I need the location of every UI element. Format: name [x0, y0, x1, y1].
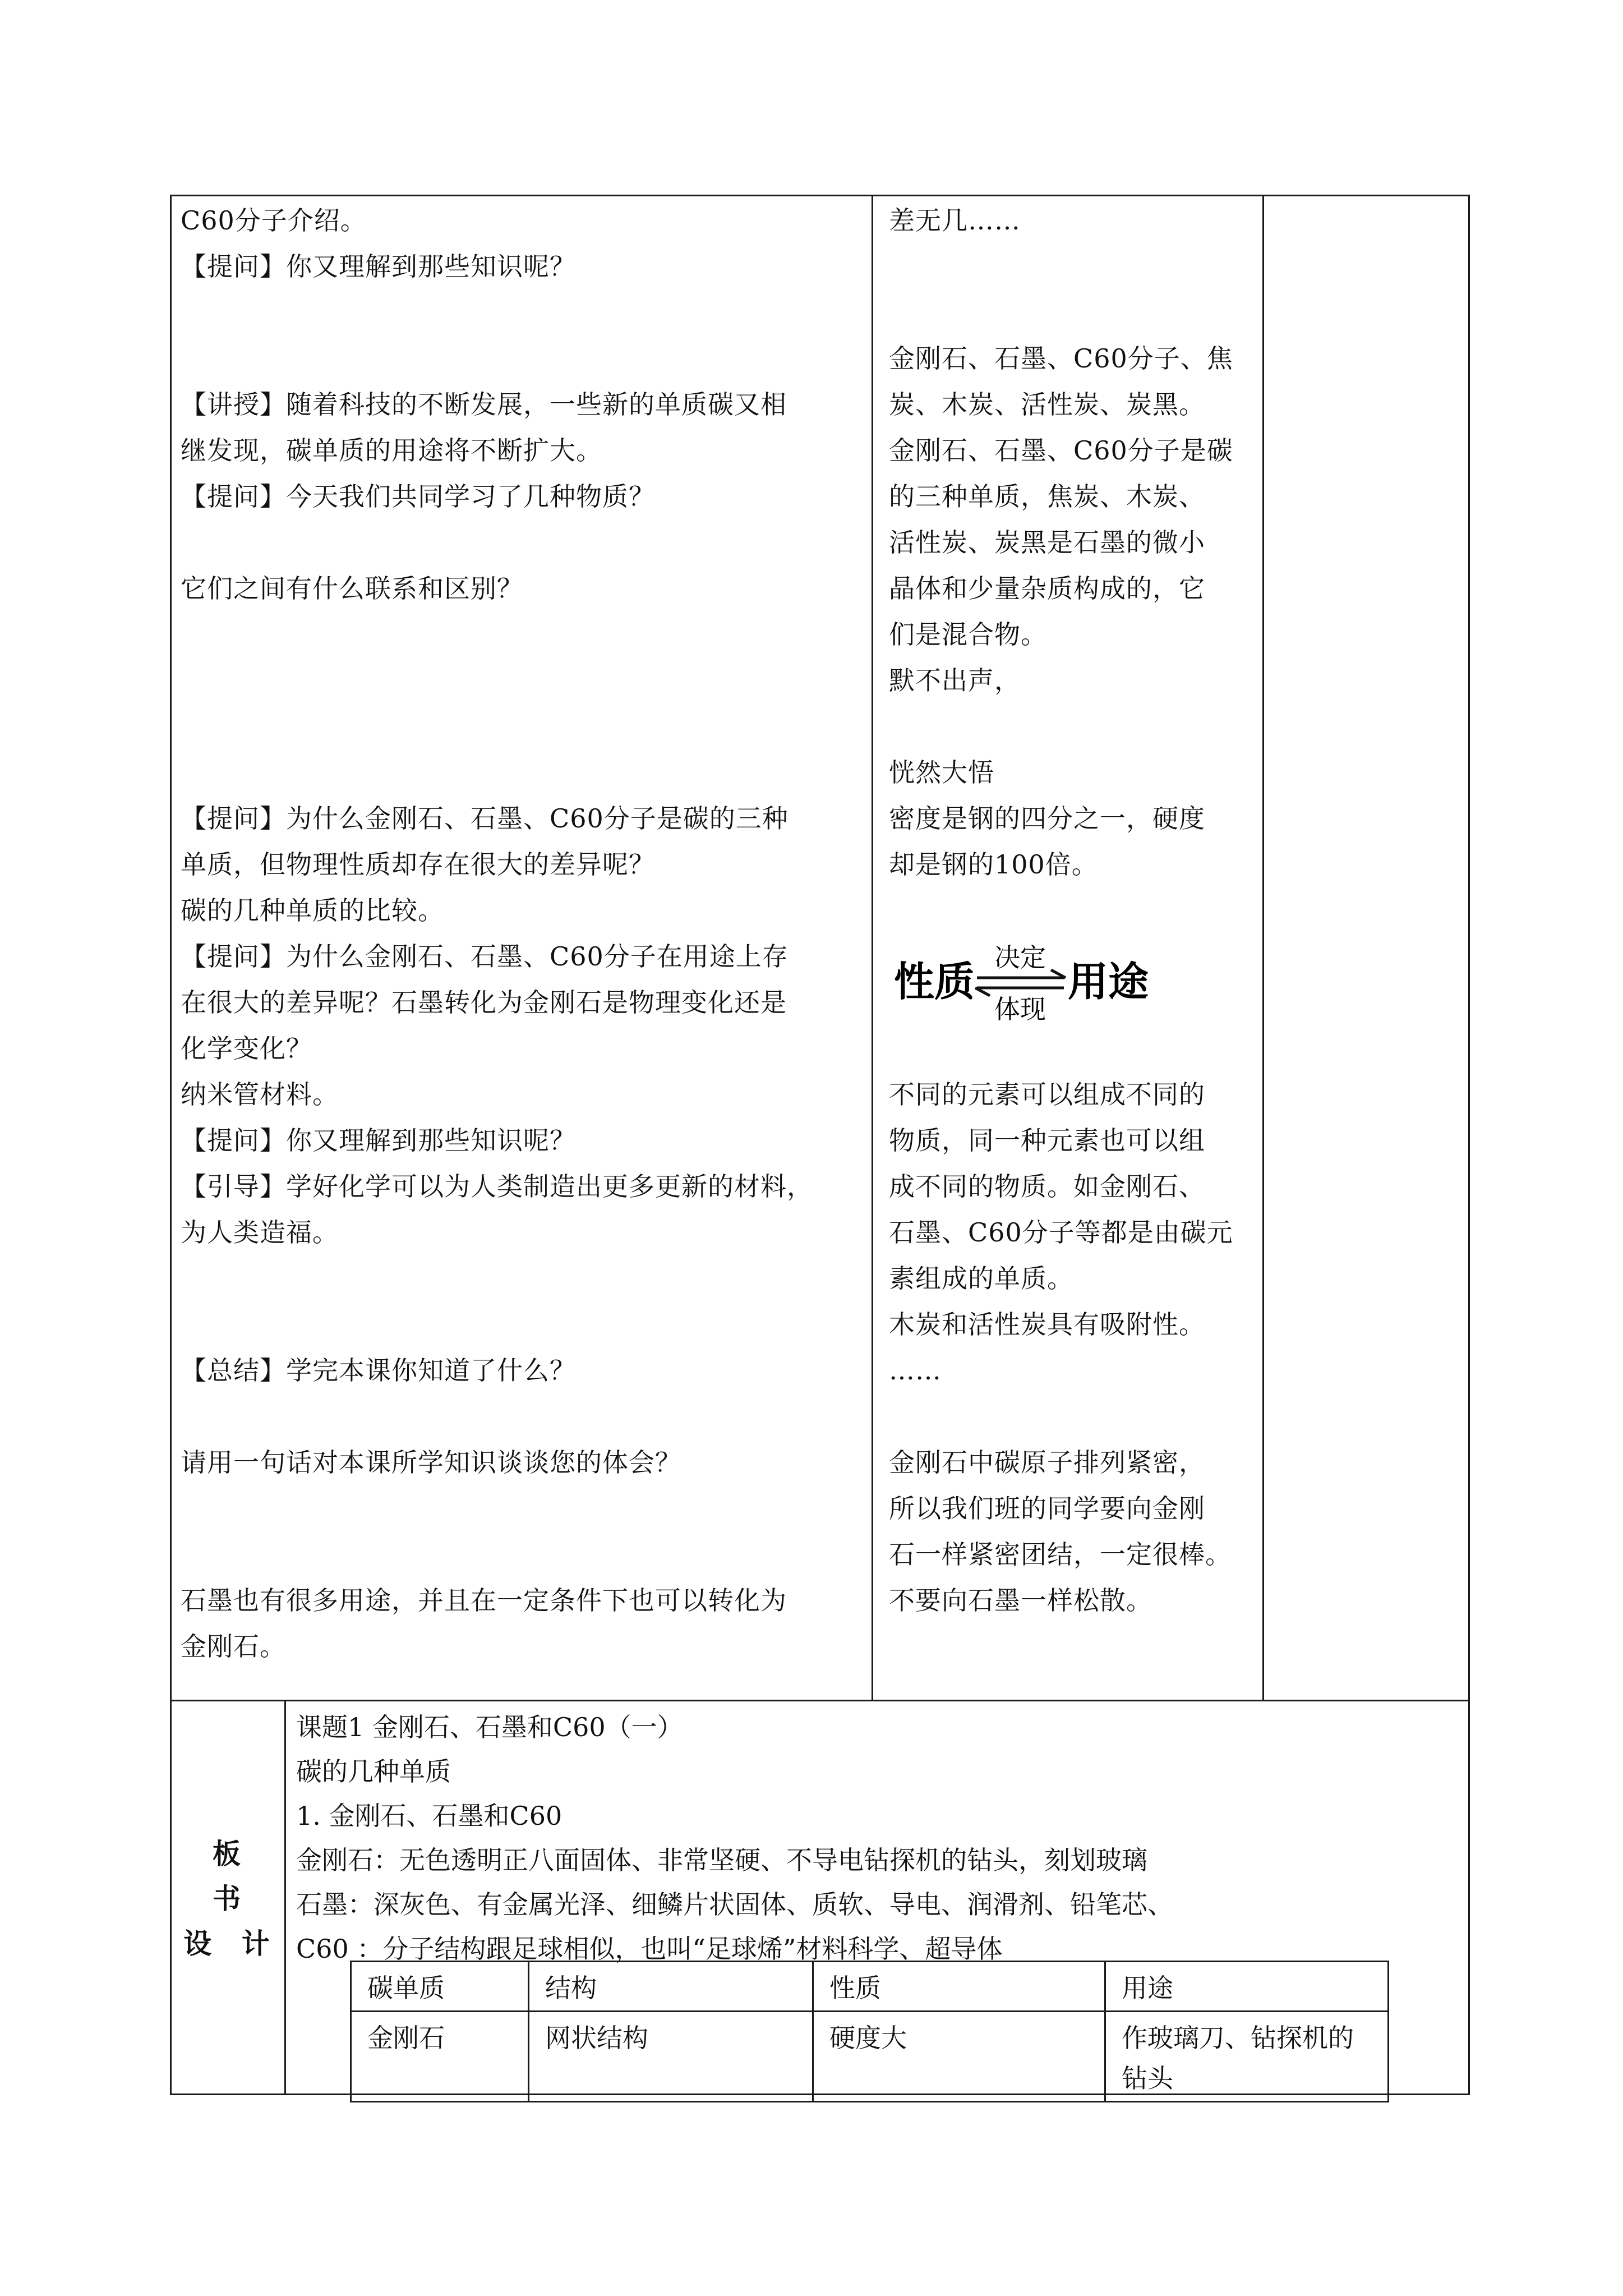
text-line: 却是钢的100倍。 — [889, 849, 1098, 880]
text-line: 木炭和活性炭具有吸附性。 — [889, 1309, 1205, 1340]
carbon-comparison-table — [350, 1961, 1389, 2102]
text-line: 请用一句话对本课所学知识谈谈您的体会？ — [181, 1447, 681, 1478]
text-line: 石一样紧密团结，一定很棒。 — [889, 1539, 1232, 1570]
text-line — [181, 1531, 854, 1577]
text-line: 金刚石、石墨、C60分子是碳 — [889, 435, 1233, 466]
text-line: 金刚石、石墨、C60分子、焦 — [889, 343, 1233, 374]
board-line: C60 ：分子结构跟足球相似，也叫“足球烯”材料科学、超导体 — [296, 1934, 1003, 1964]
text-line: 晶体和少量杂质构成的，它 — [889, 573, 1205, 604]
student-activity-cell — [889, 197, 1259, 1623]
text-line: 【提问】今天我们共同学习了几种物质？ — [181, 481, 655, 512]
text-line: 【提问】你又理解到那些知识呢？ — [181, 251, 576, 282]
text-line — [889, 887, 1259, 933]
text-line — [889, 289, 1259, 335]
table-cell: 金刚石 — [351, 2012, 529, 2102]
text-line: 【讲授】随着科技的不断发展，一些新的单质碳又相 — [181, 389, 787, 420]
text-line — [181, 335, 854, 381]
board-line: 石墨：深灰色、有金属光泽、细鳞片状固体、质软、导电、润滑剂、铅笔芯、 — [296, 1889, 1173, 1920]
text-line: 金刚石。 — [181, 1631, 286, 1662]
text-line — [889, 243, 1259, 289]
text-line — [889, 703, 1259, 749]
text-line: 素组成的单质。 — [889, 1263, 1073, 1294]
text-line: 它们之间有什么联系和区别？ — [181, 573, 523, 604]
table-cell: 作玻璃刀、钻探机的钻头 — [1105, 2012, 1389, 2102]
table-header-row — [351, 1962, 1389, 2012]
text-line: 石墨也有很多用途，并且在一定条件下也可以转化为 — [181, 1585, 787, 1616]
text-line — [181, 611, 854, 657]
text-line: 继发现，碳单质的用途将不断扩大。 — [181, 435, 602, 466]
column-divider — [872, 195, 873, 1701]
text-line: 【提问】为什么金刚石、石墨、C60分子是碳的三种 — [181, 803, 789, 834]
relation-left-label: 性质 — [894, 958, 975, 1005]
text-line: …… — [889, 1355, 942, 1386]
text-line: 单质，但物理性质却存在很大的差异呢？ — [181, 849, 655, 880]
board-label-line: 板 — [213, 1837, 251, 1870]
text-line: 不同的元素可以组成不同的 — [889, 1079, 1205, 1110]
text-line: 【总结】学完本课你知道了什么？ — [181, 1355, 576, 1386]
table-header-cell: 用途 — [1105, 1962, 1389, 2012]
text-line: 金刚石中碳原子排列紧密， — [889, 1447, 1205, 1478]
text-line — [181, 749, 854, 795]
text-line: 化学变化？ — [181, 1033, 312, 1064]
text-line — [181, 1301, 854, 1347]
text-line — [181, 519, 854, 565]
board-line: 课题1 金刚石、石墨和C60（一） — [296, 1712, 683, 1742]
text-line: 恍然大悟 — [889, 757, 994, 788]
text-line: 不要向石墨一样松散。 — [889, 1585, 1152, 1616]
teacher-activity-cell — [181, 197, 854, 1669]
board-line: 碳的几种单质 — [296, 1756, 451, 1787]
text-line — [181, 657, 854, 703]
text-line: 【引导】学好化学可以为人类制造出更多更新的材料， — [181, 1171, 813, 1202]
property-use-relation-diagram — [893, 934, 1229, 1029]
text-line: 炭、木炭、活性炭、炭黑。 — [889, 389, 1205, 420]
text-line — [889, 1393, 1259, 1439]
text-line: 为人类造福。 — [181, 1217, 339, 1248]
table-cell: 硬度大 — [813, 2012, 1105, 2102]
text-line: 成不同的物质。如金刚石、 — [889, 1171, 1205, 1202]
board-label-line: 书 — [213, 1882, 251, 1915]
text-line: 差无几…… — [889, 205, 1021, 236]
text-line: 石墨、C60分子等都是由碳元 — [889, 1217, 1233, 1248]
text-line: 默不出声， — [889, 665, 1021, 696]
board-design-label — [178, 1832, 285, 1966]
board-label-line: 设 计 — [183, 1927, 280, 1960]
text-line — [181, 289, 854, 335]
text-line: C60分子介绍。 — [181, 205, 367, 236]
column-divider — [1262, 195, 1264, 1701]
text-line: 所以我们班的同学要向金刚 — [889, 1493, 1205, 1524]
board-design-content — [296, 1705, 1451, 1971]
text-line: 【提问】为什么金刚石、石墨、C60分子在用途上存 — [181, 941, 789, 972]
text-line: 活性炭、炭黑是石墨的微小 — [889, 527, 1205, 558]
text-line — [889, 1025, 1259, 1071]
relation-bottom-label: 体现 — [994, 994, 1046, 1024]
table-header-cell: 结构 — [529, 1962, 813, 2012]
text-line: 纳米管材料。 — [181, 1079, 339, 1110]
text-line — [181, 703, 854, 749]
board-line: 1. 金刚石、石墨和C60 — [296, 1801, 562, 1831]
text-line — [181, 1393, 854, 1439]
text-line: 在很大的差异呢？石墨转化为金刚石是物理变化还是 — [181, 987, 787, 1018]
board-line: 金刚石：无色透明正八面固体、非常坚硬、不导电钻探机的钻头，刻划玻璃 — [296, 1845, 1147, 1875]
table-header-cell: 碳单质 — [351, 1962, 529, 2012]
relation-right-label: 用途 — [1068, 958, 1149, 1005]
text-line — [181, 1485, 854, 1531]
table-cell: 网状结构 — [529, 2012, 813, 2102]
text-line: 的三种单质，焦炭、木炭、 — [889, 481, 1205, 512]
text-line: 碳的几种单质的比较。 — [181, 895, 444, 926]
row-divider — [170, 1700, 1470, 1701]
table-header-cell: 性质 — [813, 1962, 1105, 2012]
text-line — [181, 1255, 854, 1301]
text-line: 密度是钢的四分之一，硬度 — [889, 803, 1205, 834]
relation-top-label: 决定 — [994, 942, 1046, 973]
table-row — [351, 2012, 1389, 2102]
text-line: 物质，同一种元素也可以组 — [889, 1125, 1205, 1156]
text-line: 【提问】你又理解到那些知识呢？ — [181, 1125, 576, 1156]
text-line: 们是混合物。 — [889, 619, 1047, 650]
